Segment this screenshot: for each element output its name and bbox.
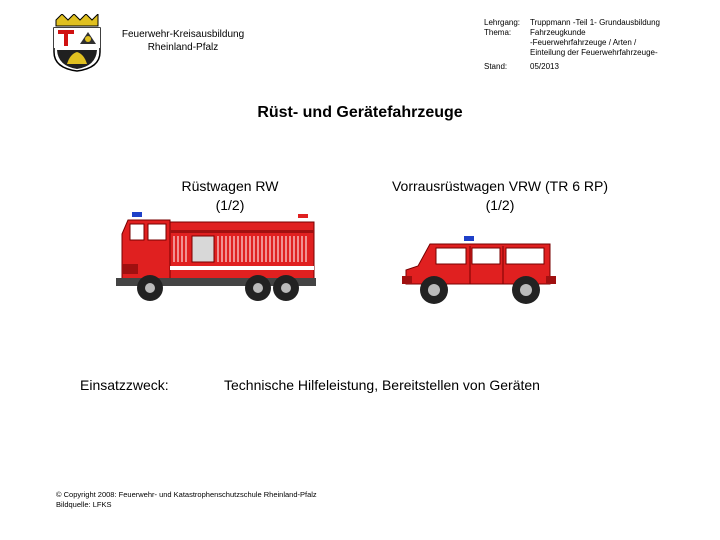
copyright: © Copyright 2008: Feuerwehr- und Katastrophenschutzschule Rheinland-Pfalz bbox=[56, 490, 317, 499]
vehicle-1-name: Rüstwagen RW bbox=[181, 178, 279, 194]
suv-icon bbox=[400, 236, 560, 308]
meta-key: Stand: bbox=[484, 62, 508, 71]
meta-value: Truppmann -Teil 1- Grundausbildung bbox=[530, 18, 660, 27]
purpose-label: Einsatzzweck: bbox=[80, 377, 169, 393]
vehicle-1-page: (1/2) bbox=[215, 197, 245, 213]
purpose-text: Technische Hilfeleistung, Bereitstellen von Geräten bbox=[224, 377, 540, 393]
org-line-2: Rheinland-Pfalz bbox=[147, 42, 219, 53]
meta-key bbox=[484, 38, 530, 48]
vehicle-2-name: Vorrausrüstwagen VRW (TR 6 RP) bbox=[391, 178, 609, 194]
meta-value: 05/2013 bbox=[530, 62, 559, 71]
vehicle-2-caption bbox=[360, 177, 640, 215]
meta-key: Lehrgang: bbox=[484, 18, 521, 27]
meta-row bbox=[484, 38, 720, 48]
org-line-1: Feuerwehr-Kreisausbildung bbox=[121, 29, 245, 40]
course-meta bbox=[484, 18, 720, 72]
rlp-crest-icon bbox=[52, 14, 102, 72]
meta-row bbox=[484, 18, 720, 28]
meta-value: Fahrzeugkunde bbox=[530, 28, 586, 37]
meta-row bbox=[484, 28, 720, 38]
rescue-truck-icon bbox=[108, 210, 320, 308]
meta-value: -Feuerwehrfahrzeuge / Arten / bbox=[530, 38, 637, 47]
meta-key bbox=[484, 48, 530, 58]
vehicle-2-page: (1/2) bbox=[485, 197, 515, 213]
slide-title: Rüst- und Gerätefahrzeuge bbox=[257, 104, 463, 121]
organization-name bbox=[108, 28, 258, 54]
meta-value: Einteilung der Feuerwehrfahrzeuge- bbox=[530, 48, 658, 57]
image-source: Bildquelle: LFKS bbox=[56, 500, 112, 509]
footer bbox=[56, 490, 317, 510]
meta-row bbox=[484, 48, 720, 58]
meta-key: Thema: bbox=[484, 28, 512, 37]
meta-row bbox=[484, 62, 720, 72]
